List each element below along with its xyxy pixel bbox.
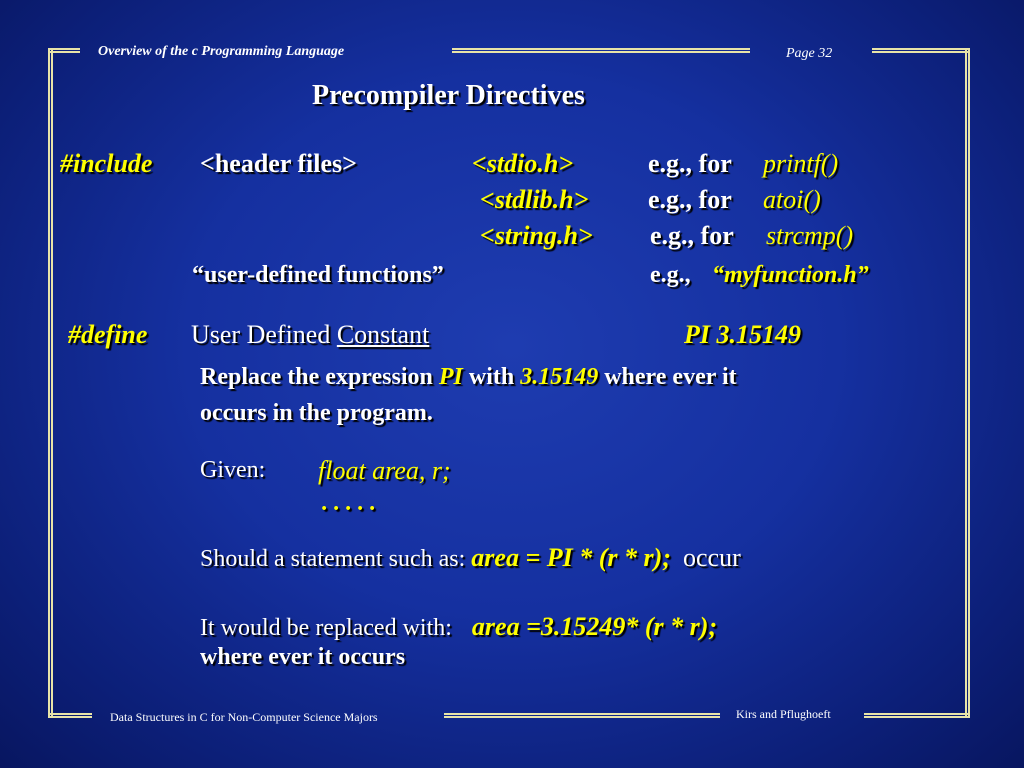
frame-right (965, 48, 970, 718)
replaced-tail: where ever it occurs (200, 644, 406, 670)
replace-pi: PI (438, 364, 463, 390)
should-line (200, 543, 741, 573)
include-func-printf: printf() (763, 149, 839, 178)
replace-line-2: occurs in the program. (200, 400, 433, 426)
page-number: Page 32 (786, 46, 833, 61)
define-label (191, 320, 429, 350)
frame-bottom-right (864, 713, 970, 718)
include-eg-string: e.g., for (650, 221, 734, 250)
footer-course: Data Structures in C for Non-Computer Science Majors (110, 710, 378, 724)
frame-bottom-left (48, 713, 92, 718)
define-label-prefix: User Defined (191, 320, 337, 349)
replaced-text: It would be replaced with: (200, 615, 452, 641)
replace-line-1 (200, 364, 737, 391)
replaced-code: area =3.15249* (r * r); (471, 612, 718, 641)
include-eg-stdio: e.g., for (648, 149, 732, 178)
should-code: area = PI * (r * r); (471, 543, 671, 572)
include-header-stdlib: <stdlib.h> (480, 185, 589, 214)
define-label-constant: Constant (336, 320, 430, 349)
user-defined-eg: e.g., (650, 262, 691, 288)
define-example: PI 3.15149 (684, 320, 801, 349)
frame-bottom-middle (444, 713, 720, 718)
should-text: Should a statement such as: (200, 546, 466, 572)
replace-with: with (468, 364, 515, 390)
should-tail: occur (682, 543, 741, 572)
include-header-string: <string.h> (480, 221, 593, 250)
replace-text-2: where ever it (604, 364, 737, 390)
course-header: Overview of the c Programming Language (98, 44, 345, 59)
given-code: float area, r; (318, 456, 451, 485)
include-func-atoi: atoi() (763, 185, 821, 214)
user-defined-functions: “user-defined functions” (192, 262, 444, 288)
include-label: <header files> (200, 149, 357, 178)
replace-text-1: Replace the expression (200, 364, 433, 390)
replace-value: 3.15149 (520, 364, 599, 390)
include-header-stdio: <stdio.h> (472, 149, 574, 178)
slide-title: Precompiler Directives (312, 80, 585, 111)
ellipsis-dots: . . . . . (322, 490, 376, 516)
include-eg-stdlib: e.g., for (648, 185, 732, 214)
given-label: Given: (200, 457, 266, 483)
frame-left (48, 48, 53, 718)
frame-top-middle (452, 48, 750, 53)
footer-authors: Kirs and Pflughoeft (736, 707, 831, 721)
include-keyword: #include (60, 149, 153, 178)
user-defined-file: “myfunction.h” (712, 262, 869, 288)
define-keyword: #define (68, 320, 148, 349)
frame-top-right (872, 48, 970, 53)
include-func-strcmp: strcmp() (766, 221, 854, 250)
replaced-line (200, 612, 717, 642)
